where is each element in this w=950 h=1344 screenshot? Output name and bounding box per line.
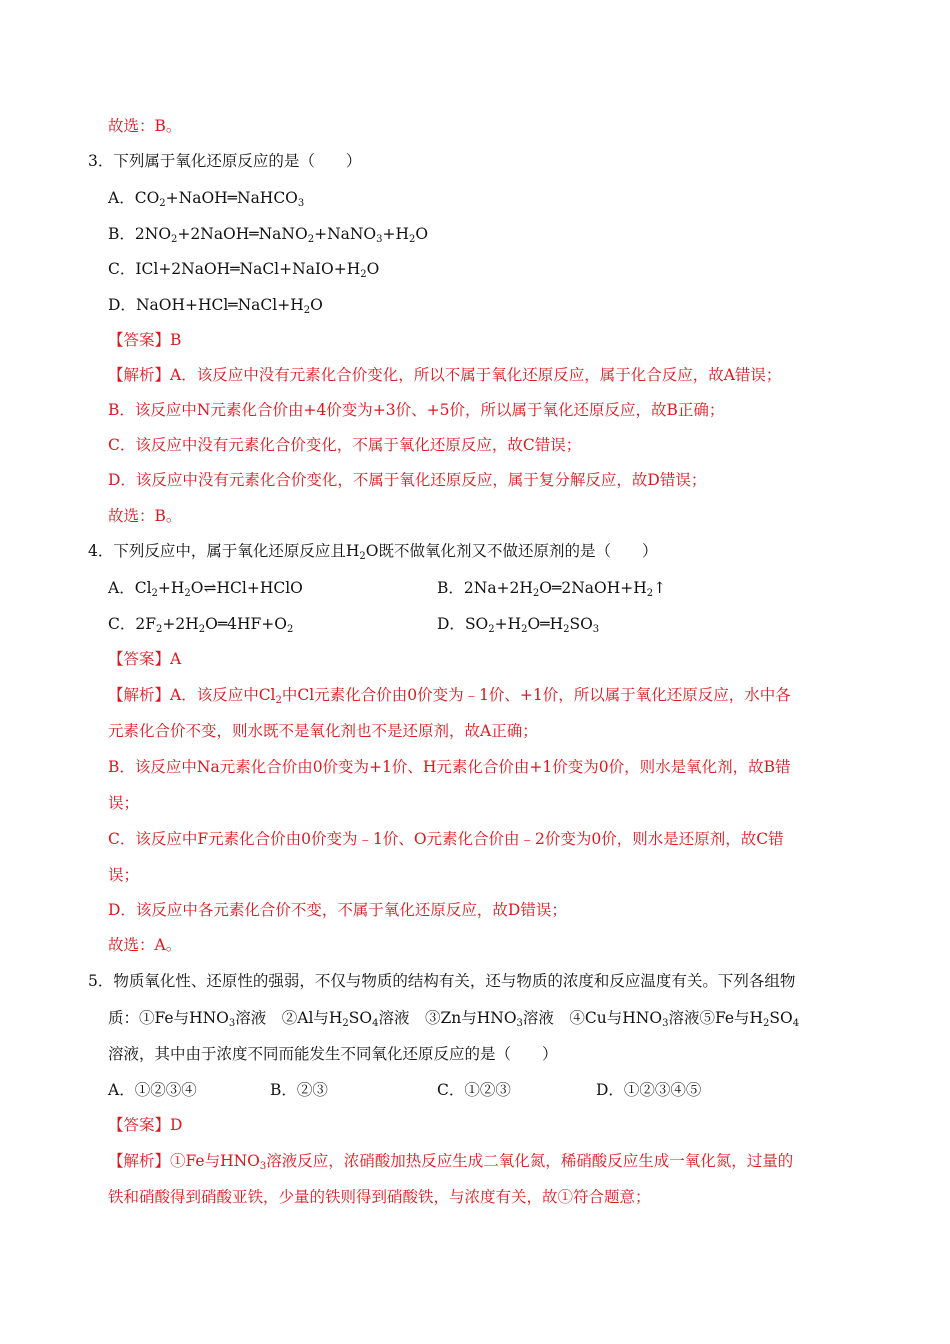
q3-answer: 【答案】B	[108, 331, 182, 349]
q4-analysis-b: B．该反应中Na元素化合价由0价变为+1价、H元素化合价由+1价变为0价，则水是氧化剂，故B错	[108, 758, 791, 776]
q3-analysis-line: B．该反应中N元素化合价由+4价变为+3价、+5价，所以属于氧化还原反应，故B正确；	[108, 401, 725, 419]
q3-option-b[interactable]: B．$2NO_2+2NaOH═NaNO_2+NaNO_3+H_2O$	[108, 225, 429, 245]
q5-answer: 【答案】D	[108, 1116, 183, 1134]
q4-analysis-d: D．该反应中各元素化合价不变，不属于氧化还原反应，故D错误；	[108, 901, 567, 919]
q4-stem: 4．下列反应中，属于氧化还原反应且$H_2O$既不做氧化剂又不做还原剂的是（ ）	[88, 542, 658, 562]
q5-stem: 5．物质氧化性、还原性的强弱，不仅与物质的结构有关，还与物质的浓度和反应温度有关。下列各组物	[88, 972, 796, 990]
q2-conclusion: 故选：B。	[108, 117, 182, 135]
q4-analysis-c-cont: 误；	[108, 866, 140, 884]
q3-option-a[interactable]: A．$CO_2+NaOH═NaHCO_3$	[108, 189, 305, 209]
q5-option-d[interactable]: D．①②③④⑤	[596, 1081, 702, 1099]
q4-analysis-b-cont: 误；	[108, 794, 140, 812]
q5-option-c[interactable]: C．①②③	[437, 1081, 511, 1099]
q4-option-b[interactable]: B．$2Na+2H_2O═2NaOH+H_2↑$	[437, 579, 667, 599]
q4-answer: 【答案】A	[108, 650, 182, 668]
q3-conclusion: 故选：B。	[108, 507, 182, 525]
q3-analysis-line: 【解析】A．该反应中没有元素化合价变化，所以不属于氧化还原反应，属于化合反应，故A错误；	[108, 366, 782, 384]
q5-analysis: 【解析】①Fe与$HNO_3$溶液反应，浓硝酸加热反应生成二氧化氮，稀硝酸反应生成一氧化氮，过量的	[108, 1152, 794, 1172]
q4-option-a[interactable]: A．$Cl_2+H_2O\rightleftharpoons HCl+HClO$	[108, 579, 303, 599]
q3-analysis-line: D．该反应中没有元素化合价变化，不属于氧化还原反应，属于复分解反应，故D错误；	[108, 471, 707, 489]
q4-option-d[interactable]: D．$SO_2+H_2O═H_2SO_3$	[437, 615, 600, 635]
q5-stem-cont: 溶液，其中由于浓度不同而能发生不同氧化还原反应的是（ ）	[108, 1045, 558, 1063]
q3-stem: 3．下列属于氧化还原反应的是（ ）	[88, 152, 362, 170]
q4-option-c[interactable]: C．$2F_2+2H_2O═4HF+O_2$	[108, 615, 294, 635]
q3-option-c[interactable]: C．$ICl+2NaOH═NaCl+NaIO+H_2O$	[108, 260, 380, 280]
q4-analysis-a-cont: 元素化合价不变，则水既不是氧化剂也不是还原剂，故A正确；	[108, 722, 538, 740]
q5-option-b[interactable]: B．②③	[270, 1081, 328, 1099]
q3-analysis-line: C．该反应中没有元素化合价变化，不属于氧化还原反应，故C错误；	[108, 436, 582, 454]
q3-option-d[interactable]: D．$NaOH+HCl═NaCl+H_2O$	[108, 296, 323, 316]
q4-analysis-c: C．该反应中F元素化合价由0价变为﹣1价、O元素化合价由﹣2价变为0价，则水是还原剂，故C错	[108, 830, 784, 848]
q5-option-a[interactable]: A．①②③④	[108, 1081, 197, 1099]
q5-stem-cont: 质：①Fe与$HNO_3$溶液 ②Al与$H_2SO_4$溶液 ③Zn与$HNO_3$溶液 ④Cu与$HNO_3$溶液⑤Fe与$H_2SO_4$	[108, 1009, 800, 1029]
q4-analysis-a: 【解析】A．该反应中$Cl_2$中Cl元素化合价由0价变为﹣1价、+1价，所以属于氧化还原反应，水中各	[108, 686, 791, 706]
q4-conclusion: 故选：A。	[108, 936, 182, 954]
q5-analysis-cont: 铁和硝酸得到硝酸亚铁，少量的铁则得到硝酸铁，与浓度有关，故①符合题意；	[108, 1188, 651, 1206]
